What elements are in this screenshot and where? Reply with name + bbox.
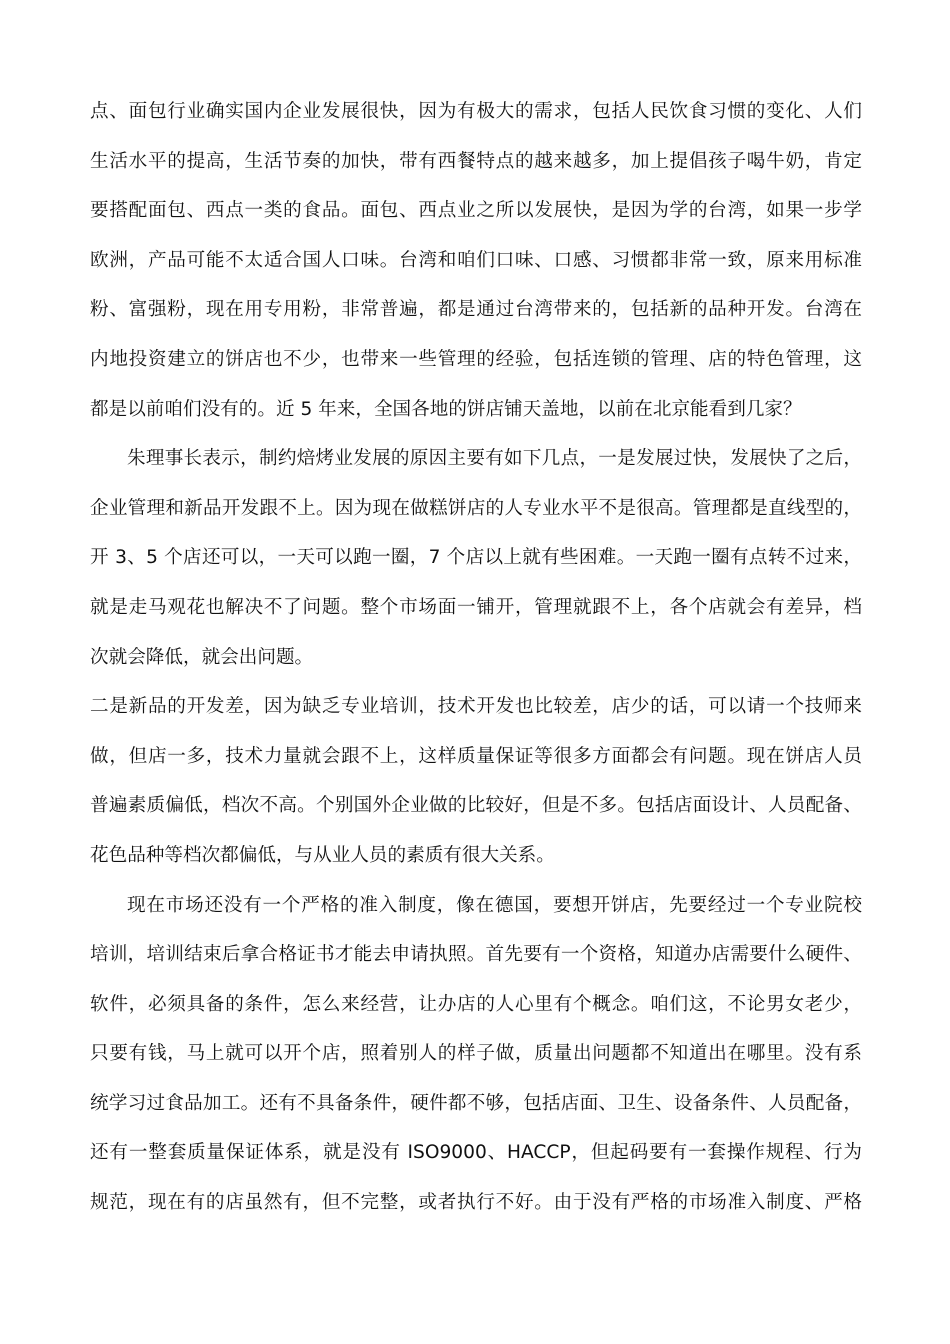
text-line: 现在市场还没有一个严格的准入制度，像在德国，要想开饼店，先要经过一个专业院校 — [127, 894, 862, 916]
text-line: 二是新品的开发差，因为缺乏专业培训，技术开发也比较差，店少的话，可以请一个技师来 — [90, 696, 862, 718]
text-line: 企业管理和新品开发跟不上。因为现在做糕饼店的人专业水平不是很高。管理都是直线型的， — [90, 497, 862, 519]
text-line: 规范，现在有的店虽然有，但不完整，或者执行不好。由于没有严格的市场准入制度、严格 — [90, 1192, 862, 1214]
text-line: 花色品种等档次都偏低，与从业人员的素质有很大关系。 — [90, 844, 555, 866]
text-line: 只要有钱，马上就可以开个店，照着别人的样子做，质量出问题都不知道出在哪里。没有系 — [90, 1043, 862, 1065]
text-line: 做，但店一多，技术力量就会跟不上，这样质量保证等很多方面都会有问题。现在饼店人员 — [90, 745, 862, 767]
text-line: 还有一整套质量保证体系，就是没有 ISO9000、HACCP，但起码要有一套操作规程、行为 — [90, 1142, 862, 1164]
text-line: 都是以前咱们没有的。近 5 年来，全国各地的饼店铺天盖地，以前在北京能看到几家？ — [90, 398, 802, 420]
text-line: 统学习过食品加工。还有不具备条件，硬件都不够，包括店面、卫生、设备条件、人员配备， — [90, 1092, 862, 1114]
text-line: 要搭配面包、西点一类的食品。面包、西点业之所以发展快，是因为学的台湾，如果一步学 — [90, 200, 862, 222]
text-line: 生活水平的提高，生活节奏的加快，带有西餐特点的越来越多，加上提倡孩子喝牛奶，肯定 — [90, 150, 862, 172]
document-body — [90, 87, 862, 1228]
text-line: 软件，必须具备的条件，怎么来经营，让办店的人心里有个概念。咱们这，不论男女老少， — [90, 993, 862, 1015]
text-line: 粉、富强粉，现在用专用粉，非常普遍，都是通过台湾带来的，包括新的品种开发。台湾在 — [90, 299, 862, 321]
text-line: 内地投资建立的饼店也不少，也带来一些管理的经验，包括连锁的管理、店的特色管理，这 — [90, 348, 862, 370]
text-line: 培训，培训结束后拿合格证书才能去申请执照。首先要有一个资格，知道办店需要什么硬件、 — [90, 944, 862, 966]
text-line: 朱理事长表示，制约焙烤业发展的原因主要有如下几点，一是发展过快，发展快了之后， — [127, 448, 862, 470]
text-line: 普遍素质偏低，档次不高。个别国外企业做的比较好，但是不多。包括店面设计、人员配备、 — [90, 795, 862, 817]
text-line: 欧洲，产品可能不太适合国人口味。台湾和咱们口味、口感、习惯都非常一致，原来用标准 — [90, 249, 862, 271]
text-line: 就是走马观花也解决不了问题。整个市场面一铺开，管理就跟不上，各个店就会有差异，档 — [90, 596, 862, 618]
text-line: 点、面包行业确实国内企业发展很快，因为有极大的需求，包括人民饮食习惯的变化、人们 — [90, 101, 862, 122]
text-line: 次就会降低，就会出问题。 — [90, 646, 314, 668]
text-line: 开 3、5 个店还可以，一天可以跑一圈，7 个店以上就有些困难。一天跑一圈有点转不过来， — [90, 547, 862, 569]
